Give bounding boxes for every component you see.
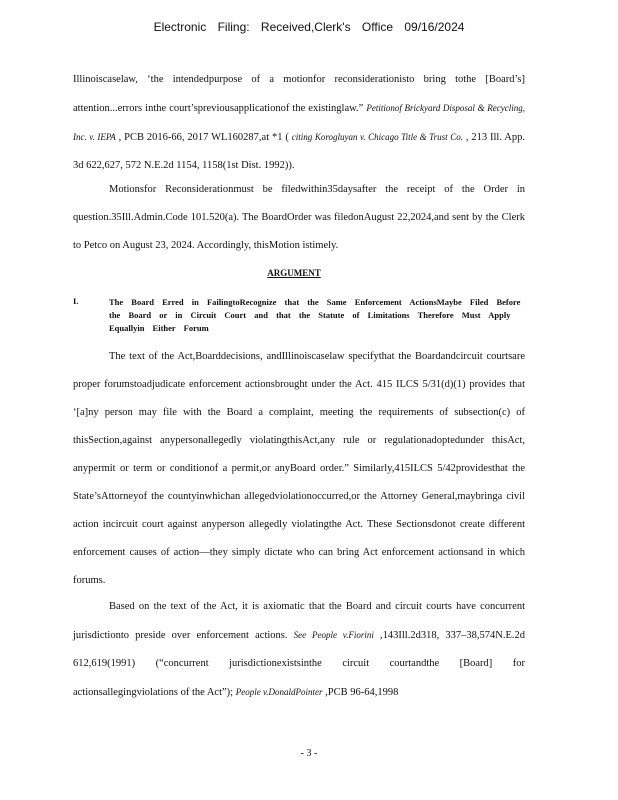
intro-paragraph	[73, 66, 525, 180]
paragraph-text: , 213 Ill. App. 3d 622,627, 572 N.E.2d 1154, 1158(1st Dist. 1992)).	[73, 132, 525, 171]
paragraph-text: ,PCB 96-64,1998	[322, 687, 399, 698]
filing-stamp-header: Electronic Filing: Received,Clerk's Office 09/16/2024	[153, 20, 465, 34]
concurrent-jurisdiction-paragraph	[73, 593, 525, 707]
paragraph-text: Illinoiscaselaw, ‘the intendedpurpose of a motionfor reconsiderationisto bring tothe [Board’s] attention...errors inthe court’spreviousapplicationof the existinglaw.”	[73, 74, 525, 114]
paragraph-text: ,143Ill.2d318, 337–38,574N.E.2d 612,619(1991) (“concurrent jurisdictionexistsinthe circuit courtandthe [Board] for actionsallegingviolations of the Act”);	[73, 630, 525, 698]
argument-heading-text: ARGUMENT	[267, 268, 321, 278]
argument-heading	[0, 268, 618, 278]
timeliness-paragraph: Motionsfor Reconsiderationmust be filedwithin35daysafter the receipt of the Order in question.35Ill.Admin.Code 101.520(a). The BoardOrder was filedonAugust 22,2024,and sent by the Clerk to Petco on August 23, 2024. Accordingly, thisMotion istimely.	[73, 184, 525, 251]
paragraph-text: Based on the text of the Act, it is axiomatic that the Board and circuit courts have concurrent jurisdictionto preside over enforcement actions.	[73, 601, 525, 641]
section-title: The Board Erred in FailingtoRecognize that the Same Enforcement ActionsMaybe Filed Before the Board or in Circuit Court and that the Statute of Limitations Therefore Must Apply Equallyin Either Forum	[109, 297, 521, 333]
case-citation: See People v.Fiorini	[293, 630, 374, 640]
paragraph-text: , PCB 2016-66, 2017 WL160287,at *1 (	[115, 132, 292, 143]
case-citation: Petitionof Brickyard Disposal & Recycling, Inc. v. IEPA	[73, 103, 525, 142]
page-number: - 3 -	[300, 748, 318, 759]
case-citation: citing Korogluyan v. Chicago Title & Trust Co.	[291, 132, 463, 142]
statutory-text-paragraph: The text of the Act,Boarddecisions, andIllinoiscaselaw specifythat the Boardandcircuit courtsare proper forumstoadjudicate enforcement actionsbrought under the Act. 415 ILCS 5/31(d)(1) provides that ‘[a]ny person may file with the Board a complaint, meeting the requirements of subsection(c) of thisSection,against anypersonallegedly violatingthisAct,any rule or regulationadoptedunder thisAct, anypermit or term or conditionof a permit,or anyBoard order.” Similarly,415ILCS 5/42providesthat the State’sAttorneyof the countyinwhichan allegedviolationoccurred,or the Attorney General,maybringa civil action incircuit court against anyperson allegedly violatingthe Act. These Sectionsdonot create different enforcement causes of action—they simply dictate who can bring Act enforcement actionsand in which forums.	[73, 351, 525, 586]
section-number: I.	[73, 296, 79, 306]
case-citation: People v.DonaldPointer	[235, 687, 323, 697]
